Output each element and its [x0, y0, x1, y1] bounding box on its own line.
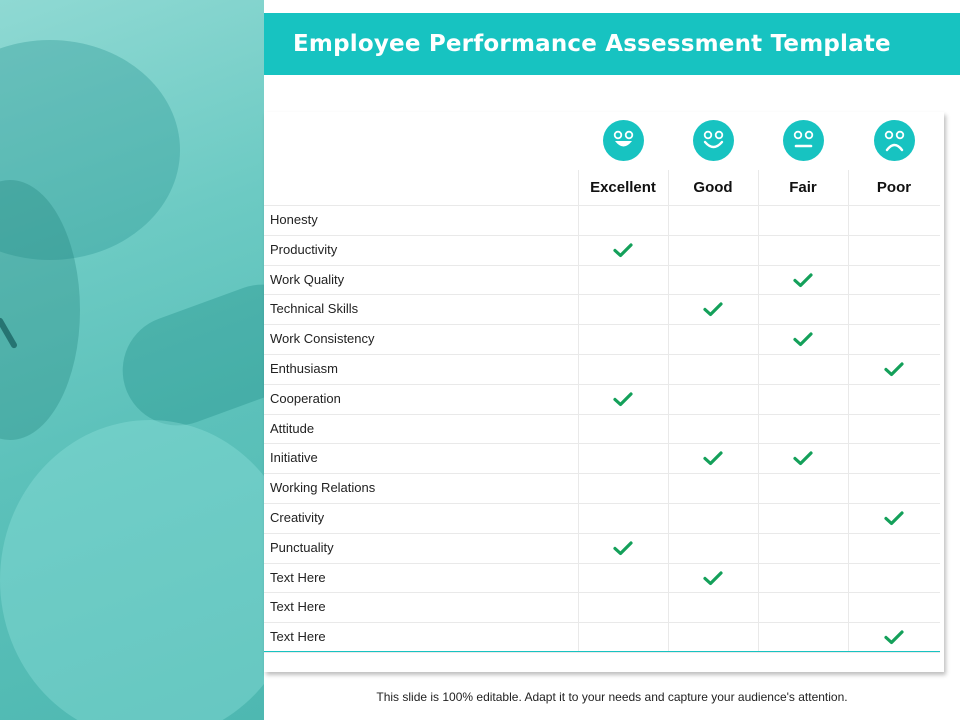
row-divider [264, 205, 940, 206]
checkmark-icon [613, 242, 633, 258]
column-header-good: Good [693, 179, 733, 196]
row-label: Text Here [270, 629, 326, 645]
row-label: Work Consistency [270, 331, 375, 347]
smile-face-icon [693, 120, 734, 161]
row-divider [264, 294, 940, 295]
sad-face-icon [874, 120, 915, 161]
checkmark-icon [613, 391, 633, 407]
row-divider [264, 652, 940, 653]
photo-hand-shape [107, 269, 264, 441]
title-bar [264, 13, 960, 75]
column-divider [578, 170, 579, 651]
checkmark-icon [793, 272, 813, 288]
row-label: Technical Skills [270, 301, 359, 317]
row-label: Productivity [270, 241, 338, 257]
footer-note: This slide is 100% editable. Adapt it to your needs and capture your audience's attention. [376, 690, 848, 704]
checkmark-icon [703, 450, 723, 466]
checkmark-icon [884, 629, 904, 645]
row-label: Enthusiasm [270, 361, 338, 376]
row-label: Punctuality [270, 539, 334, 555]
checkmark-icon [793, 331, 813, 347]
row-divider [264, 622, 940, 623]
row-label: Cooperation [270, 390, 341, 406]
row-label: Attitude [270, 420, 315, 436]
column-header-poor: Poor [876, 179, 912, 196]
row-divider [264, 443, 940, 444]
table-bottom-rule [264, 651, 940, 652]
row-divider [264, 414, 940, 415]
checkmark-icon [884, 510, 904, 526]
row-label: Text Here [270, 569, 326, 585]
row-divider [264, 354, 940, 355]
row-label: Honesty [270, 212, 318, 227]
row-divider [264, 384, 940, 385]
big-grin-face-icon [603, 120, 644, 161]
assessment-table [264, 112, 944, 672]
row-divider [264, 265, 940, 266]
photo-paper-shape [0, 420, 264, 720]
checkmark-icon [703, 301, 723, 317]
row-divider [264, 533, 940, 534]
column-header-fair: Fair [789, 179, 817, 196]
neutral-face-icon [783, 120, 824, 161]
page-title: Employee Performance Assessment Template [293, 31, 891, 57]
column-divider [668, 170, 669, 651]
row-label: Working Relations [270, 480, 376, 496]
background-photo [0, 0, 264, 720]
row-divider [264, 235, 940, 236]
row-label: Initiative [270, 450, 318, 466]
row-divider [264, 563, 940, 564]
column-divider [848, 170, 849, 651]
checkmark-icon [884, 361, 904, 377]
row-divider [264, 503, 940, 504]
checkmark-icon [613, 540, 633, 556]
row-label: Work Quality [270, 271, 345, 287]
checkmark-icon [703, 570, 723, 586]
row-label: Text Here [270, 599, 326, 615]
column-divider [758, 170, 759, 651]
row-divider [264, 592, 940, 593]
checkmark-icon [793, 450, 813, 466]
row-label: Creativity [270, 510, 325, 525]
column-header-excellent: Excellent [590, 179, 656, 196]
